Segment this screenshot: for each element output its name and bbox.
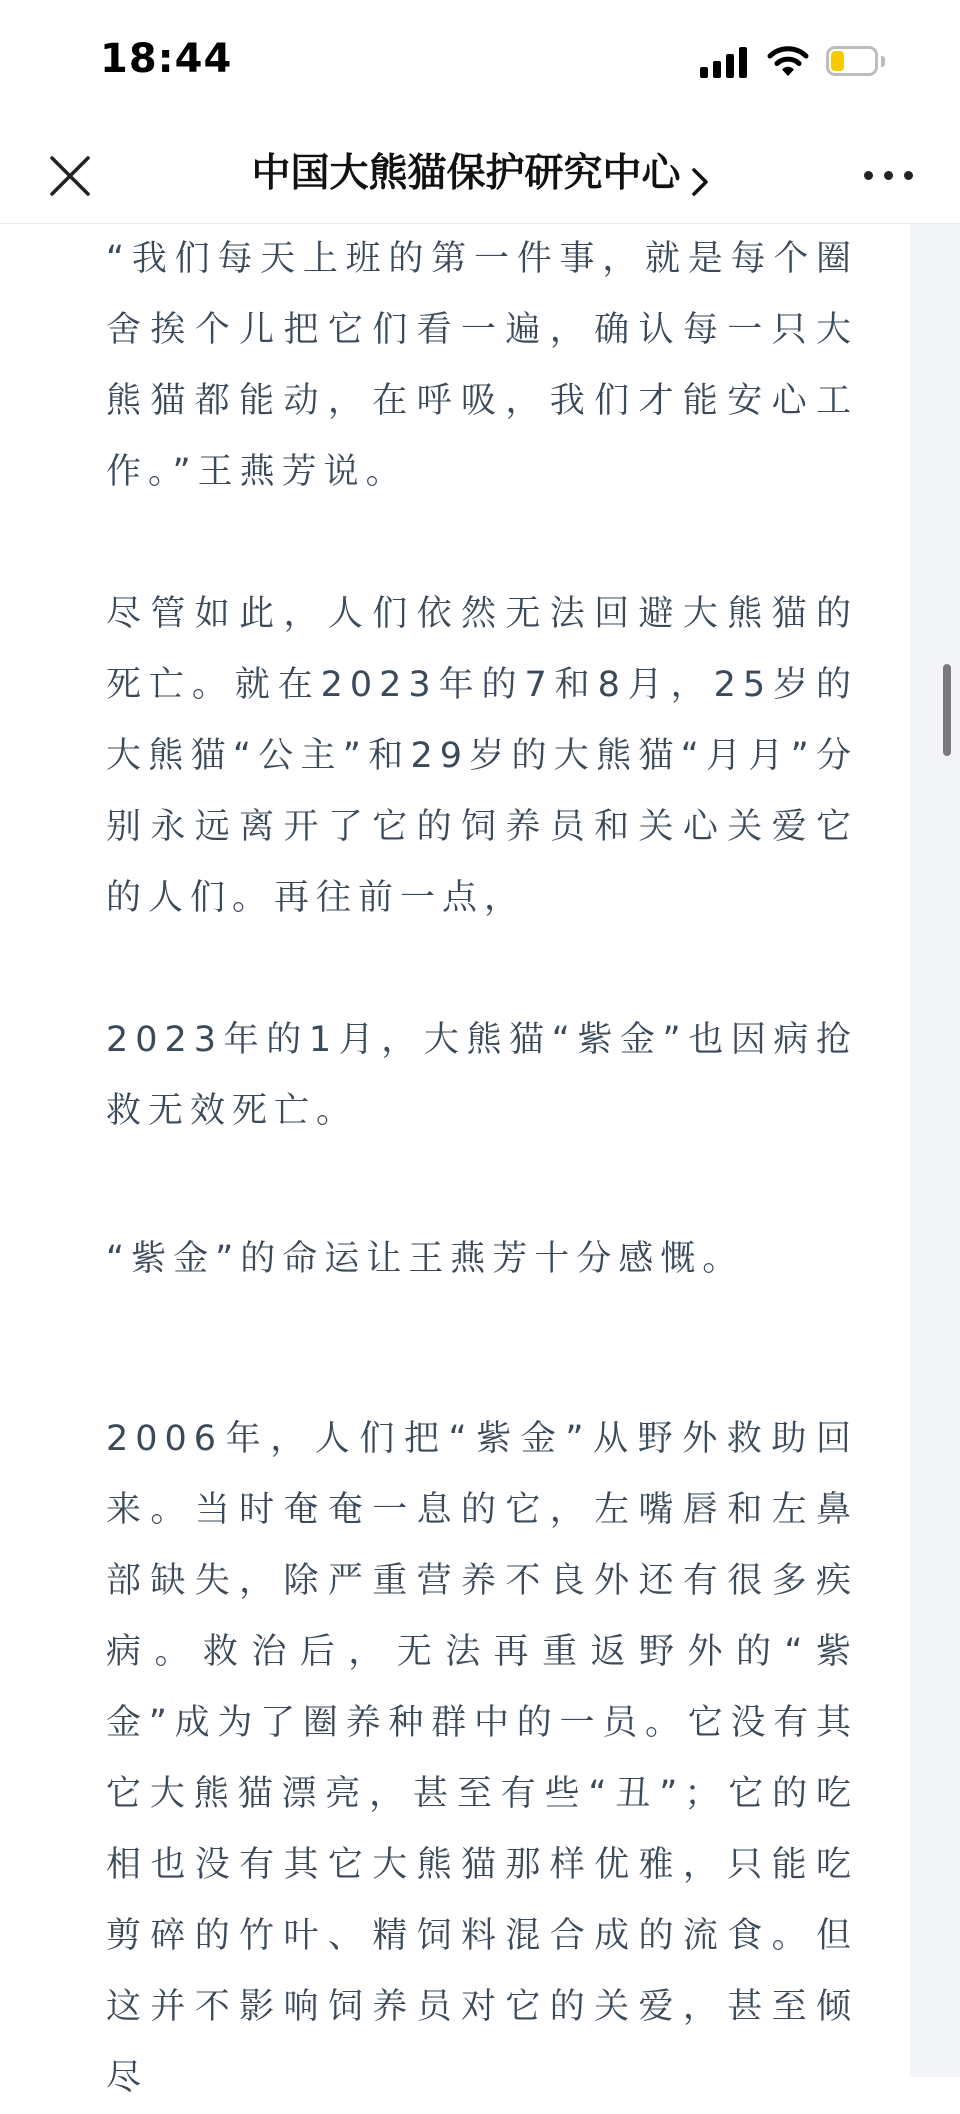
article-paragraph: 2006年，人们把“紫金”从野外救助回来。当时奄奄一息的它，左嘴唇和左鼻部缺失，除严重营养不良外还有很多疾病。救治后，无法再重返野外的“紫金”成为了圈养种群中的一员。它没有其它大熊猫漂亮，甚至有些“丑”；它的吃相也没有其它大熊猫那样优雅，只能吃剪碎的竹叶、精饲料混合成的流食。但这并不影响饲养员对它的关爱，甚至倾尽 bbox=[106, 1419, 858, 2098]
battery-icon bbox=[826, 46, 886, 78]
right-gutter bbox=[910, 224, 960, 2077]
article-paragraph: “我们每天上班的第一件事，就是每个圈舍挨个儿把它们看一遍，确认每一只大熊猫都能动，在呼吸，我们才能安心工作。”王燕芳说。 bbox=[106, 239, 858, 492]
article-body bbox=[0, 224, 910, 2098]
wifi-icon bbox=[767, 44, 809, 78]
more-button[interactable] bbox=[864, 162, 914, 188]
scrollbar-thumb[interactable] bbox=[943, 664, 951, 756]
battery-level bbox=[831, 51, 844, 71]
article-paragraph: 尽管如此，人们依然无法回避大熊猫的死亡。就在2023年的7和8月，25岁的大熊猫“公主”和29岁的大熊猫“月月”分别永远离开了它的饲养员和关心关爱它的人们。再往前一点， bbox=[106, 594, 858, 918]
close-button[interactable] bbox=[42, 148, 98, 204]
article-paragraph: 2023年的1月，大熊猫“紫金”也因病抢救无效死亡。 bbox=[106, 1020, 858, 1131]
close-icon bbox=[42, 148, 98, 204]
nav-bar bbox=[0, 124, 960, 224]
account-title-link[interactable] bbox=[200, 146, 760, 202]
status-time: 18:44 bbox=[100, 36, 233, 82]
chevron-right-icon bbox=[691, 167, 709, 197]
status-bar bbox=[0, 0, 960, 124]
page-title: 中国大熊猫保护研究中心 bbox=[251, 151, 681, 196]
article-paragraph: “紫金”的命运让王燕芳十分感慨。 bbox=[106, 1239, 745, 1279]
cellular-signal-icon bbox=[700, 46, 750, 78]
